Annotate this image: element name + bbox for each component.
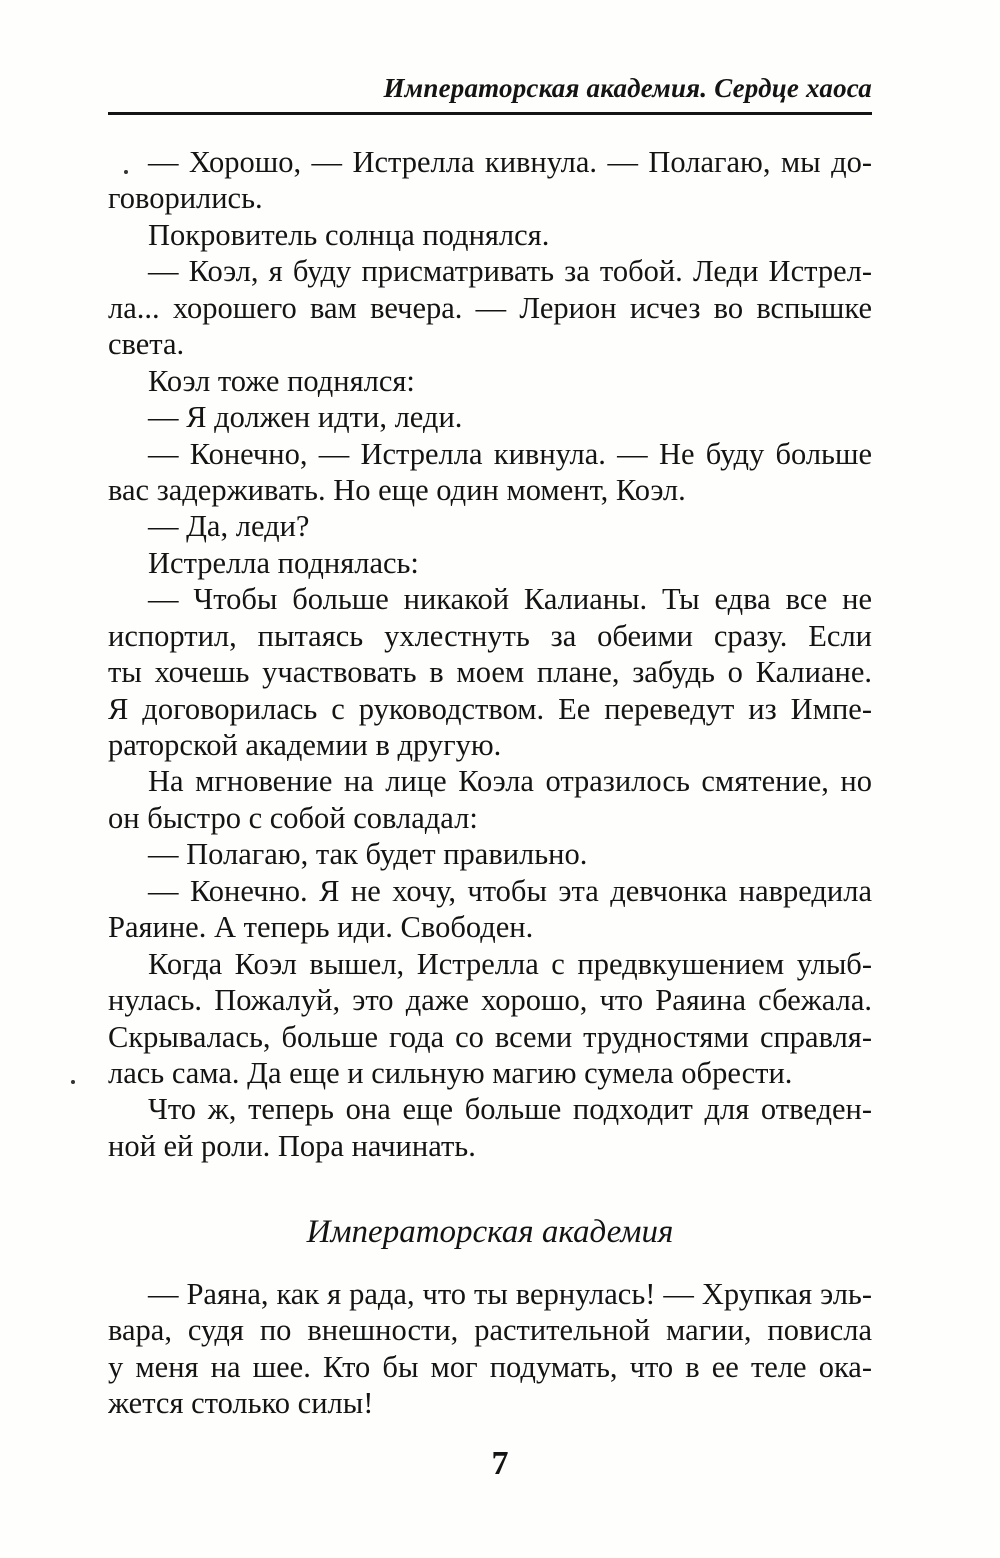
text-line: — Коэл, я буду присматривать за тобой. Леди Истрел- xyxy=(148,254,872,289)
running-head xyxy=(108,70,872,115)
body-text-continued xyxy=(108,1276,872,1422)
text-line: Я договорилась с руководством. Ее переведут из Импе- xyxy=(108,691,872,726)
text-line: На мгновение на лице Коэла отразилось смятение, но xyxy=(148,764,872,799)
text-line: — Да, леди? xyxy=(148,509,310,544)
text-line: вас задерживать. Но еще один момент, Коэл. xyxy=(108,472,686,507)
text-line: нулась. Пожалуй, это даже хорошо, что Раяина сбежала. xyxy=(108,983,872,1018)
text-line: лась сама. Да еще и сильную магию сумела обрести. xyxy=(108,1055,793,1090)
text-line: говорились. xyxy=(108,181,263,216)
text-line: вара, судя по внешности, растительной магии, повисла xyxy=(108,1313,872,1348)
body-text xyxy=(108,144,872,1164)
text-line: — Раяна, как я рада, что ты вернулась! — Хрупкая эль- xyxy=(148,1277,872,1311)
text-line: — Полагаю, так будет правильно. xyxy=(148,837,588,872)
text-line: жется столько силы! xyxy=(108,1386,374,1421)
text-line: ла... хорошего вам вечера. — Лерион исчез во вспышке xyxy=(108,290,872,325)
text-line: он быстро с собой совладал: xyxy=(108,800,478,835)
text-line: Когда Коэл вышел, Истрелла с предвкушением улыб- xyxy=(148,946,872,981)
page-number: 7 xyxy=(491,1445,509,1482)
text-line: ты хочешь участвовать в моем плане, забудь о Калиане. xyxy=(108,655,872,690)
text-line: света. xyxy=(108,327,185,362)
running-head-text: Императорская академия. Сердце хаоса xyxy=(383,73,872,103)
text-line: Истрелла поднялась: xyxy=(148,545,419,580)
text-line: ной ей роли. Пора начинать. xyxy=(108,1128,476,1163)
text-line: Что ж, теперь она еще больше подходит для отведен- xyxy=(148,1092,872,1127)
text-line: — Хорошо, — Истрелла кивнула. — Полагаю, мы до- xyxy=(148,145,872,179)
text-line: испортил, пытаясь ухлестнуть за обеими сразу. Если xyxy=(108,618,872,653)
text-line: Раяине. А теперь иди. Свободен. xyxy=(108,910,534,945)
scan-speck xyxy=(124,170,128,174)
text-line: раторской академии в другую. xyxy=(108,728,502,762)
text-line: — Конечно, — Истрелла кивнула. — Не буду больше xyxy=(148,436,872,471)
section-heading: Императорская академия xyxy=(306,1214,674,1250)
text-line: Покровитель солнца поднялся. xyxy=(148,217,550,252)
text-line: — Я должен идти, леди. xyxy=(148,400,463,435)
text-line: у меня на шее. Кто бы мог подумать, что в ее теле ока- xyxy=(108,1349,872,1384)
text-line: — Чтобы больше никакой Калианы. Ты едва все не xyxy=(148,582,872,617)
scan-speck xyxy=(71,1080,75,1084)
text-line: — Конечно. Я не хочу, чтобы эта девчонка навредила xyxy=(148,873,872,908)
text-line: Коэл тоже поднялся: xyxy=(148,363,415,398)
text-line: Скрывалась, больше года со всеми трудностями справля- xyxy=(108,1019,872,1054)
